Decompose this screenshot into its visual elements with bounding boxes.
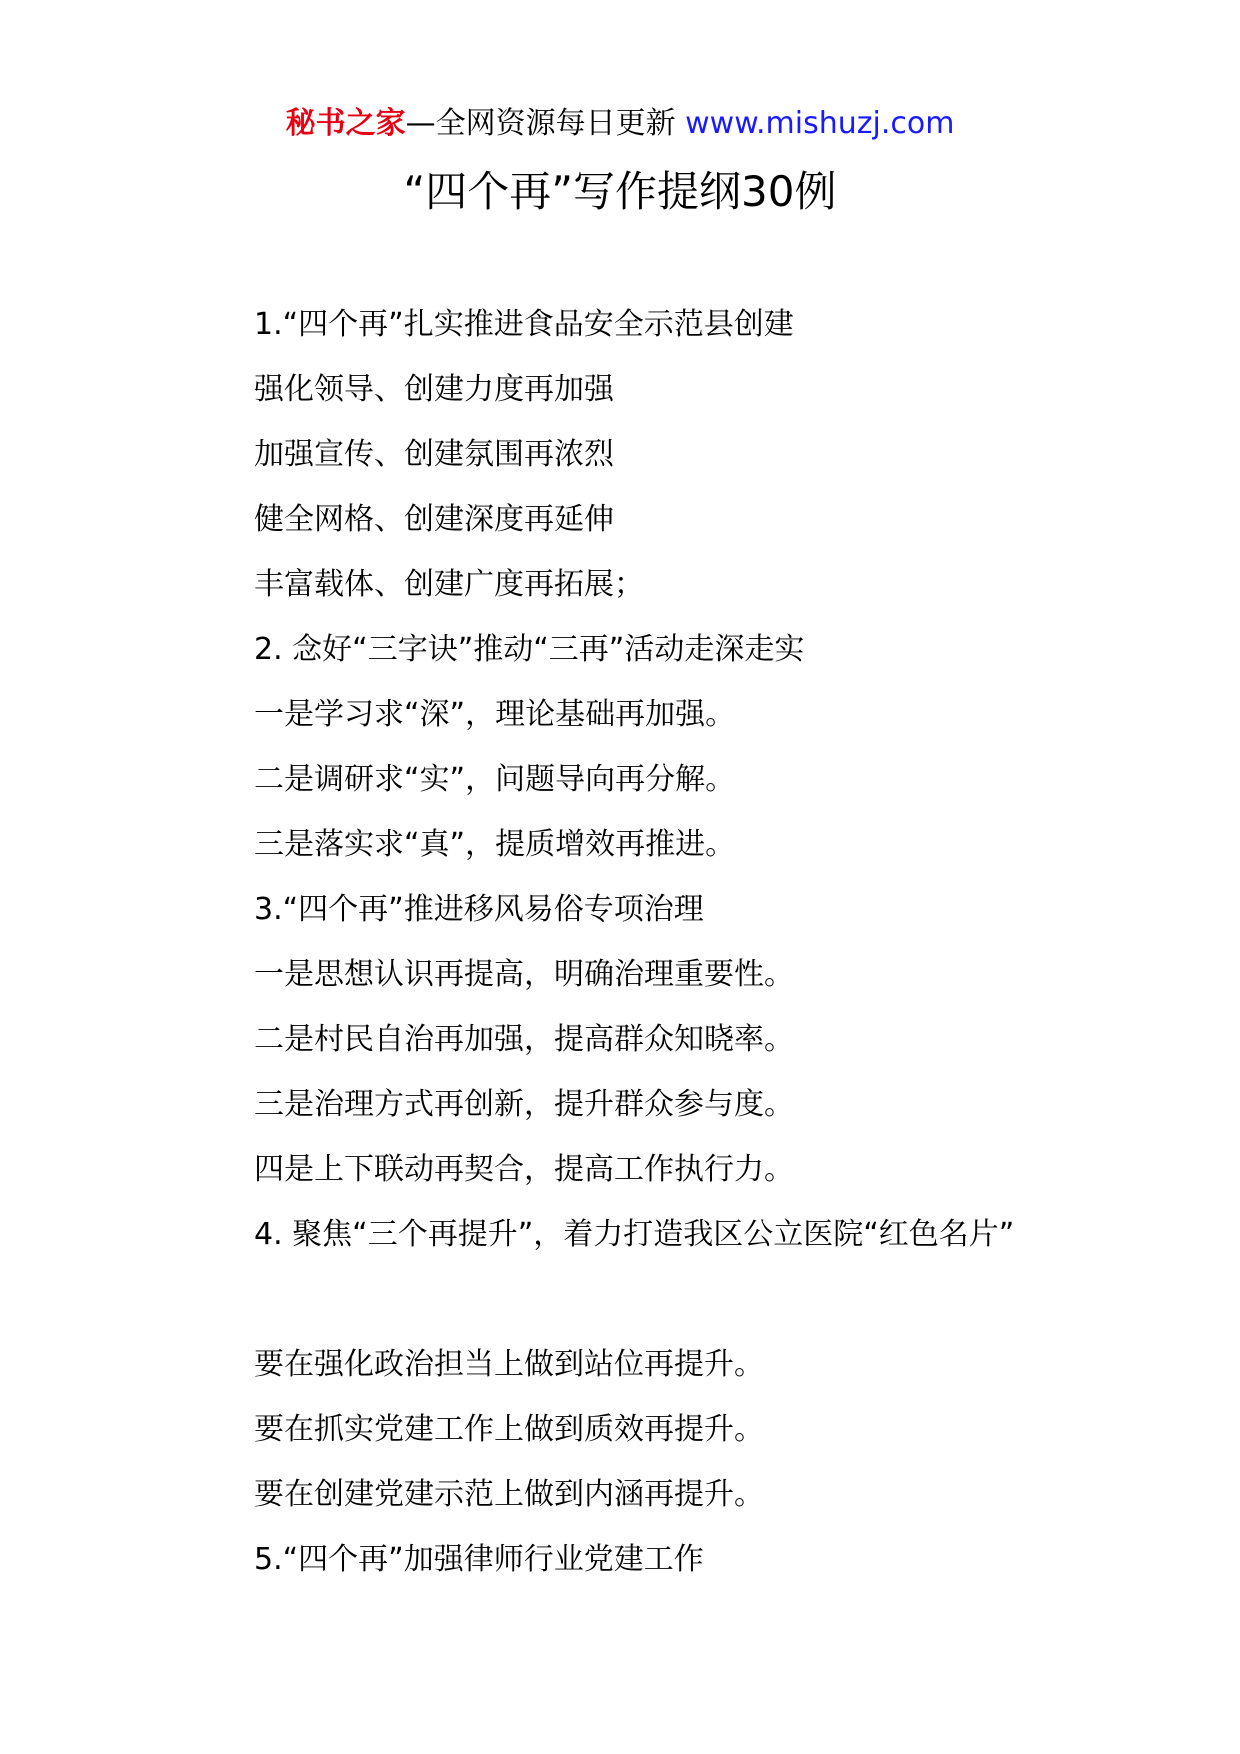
paragraph-line: 丰富载体、创建广度再拓展；	[254, 567, 644, 602]
brand-name: 秘书之家	[285, 106, 406, 141]
paragraph-line: 强化领导、创建力度再加强	[254, 372, 614, 407]
section-heading-5: 5.“四个再”加强律师行业党建工作	[254, 1542, 704, 1577]
paragraph-line: 二是村民自治再加强，提高群众知晓率。	[254, 1022, 794, 1057]
section-heading-4: 4. 聚焦“三个再提升”，着力打造我区公立医院“红色名片”	[254, 1217, 1015, 1252]
document-title: “四个再”写作提纲30例	[403, 167, 837, 216]
page-header	[0, 100, 1240, 148]
paragraph-line: 三是治理方式再创新，提升群众参与度。	[254, 1087, 794, 1122]
header-tagline: —全网资源每日更新	[405, 106, 686, 141]
paragraph-line: 加强宣传、创建氛围再浓烈	[254, 437, 614, 472]
paragraph-line: 一是思想认识再提高，明确治理重要性。	[254, 957, 794, 992]
section-heading-3: 3.“四个再”推进移风易俗专项治理	[254, 892, 704, 927]
paragraph-line: 二是调研求“实”，问题导向再分解。	[254, 762, 736, 797]
section-heading-2: 2. 念好“三字诀”推动“三再”活动走深走实	[254, 632, 805, 667]
paragraph-line: 三是落实求“真”，提质增效再推进。	[254, 827, 736, 862]
paragraph-line: 要在抓实党建工作上做到质效再提升。	[254, 1412, 764, 1447]
paragraph-line: 要在创建党建示范上做到内涵再提升。	[254, 1477, 764, 1512]
document-body	[188, 292, 1068, 1592]
paragraph-line: 一是学习求“深”，理论基础再加强。	[254, 697, 736, 732]
website-link[interactable]: www.mishuzj.com	[685, 106, 955, 141]
paragraph-line: 健全网格、创建深度再延伸	[254, 502, 614, 537]
paragraph-line: 四是上下联动再契合，提高工作执行力。	[254, 1152, 794, 1187]
section-heading-1: 1.“四个再”扎实推进食品安全示范县创建	[254, 307, 794, 342]
paragraph-line: 要在强化政治担当上做到站位再提升。	[254, 1347, 764, 1382]
